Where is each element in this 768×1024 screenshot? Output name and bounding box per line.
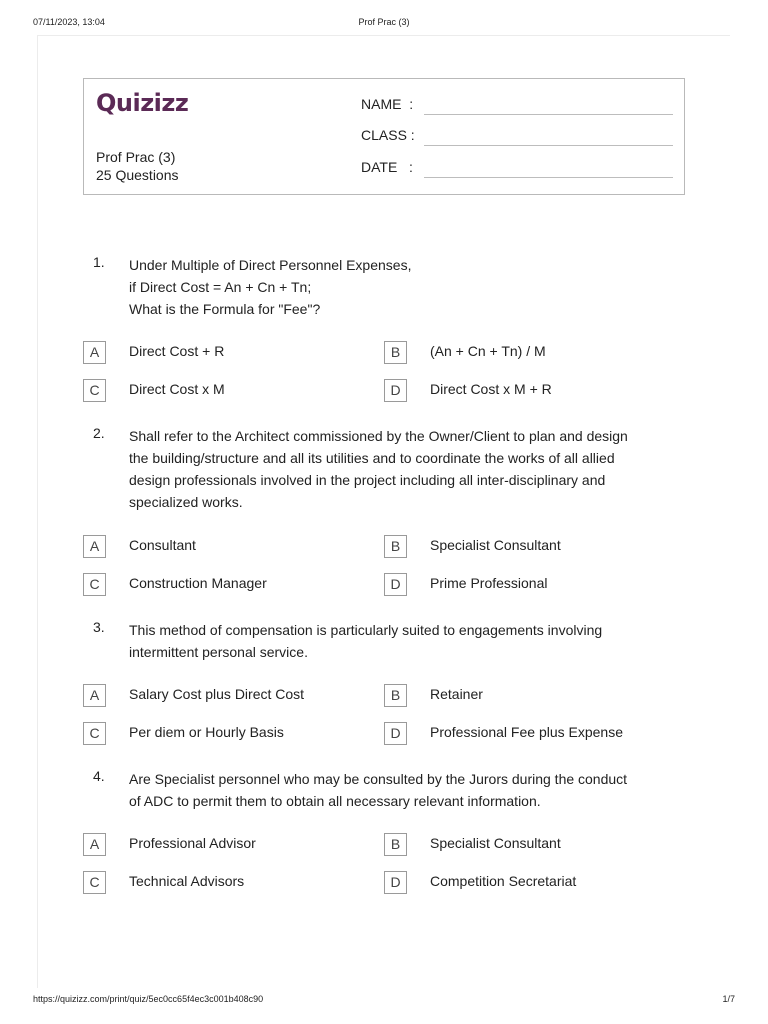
print-header bbox=[33, 17, 735, 29]
question-line: What is the Formula for "Fee"? bbox=[129, 301, 321, 317]
question-2 bbox=[83, 425, 685, 605]
option-c[interactable] bbox=[83, 722, 363, 746]
option-letter-box: B bbox=[384, 535, 407, 558]
class-label: CLASS : bbox=[361, 127, 415, 143]
question-line: Shall refer to the Architect commissioned by the Owner/Client to plan and design bbox=[129, 428, 628, 444]
quiz-title: Prof Prac (3) bbox=[96, 149, 176, 165]
option-a[interactable] bbox=[83, 535, 363, 559]
option-letter-box: C bbox=[83, 871, 106, 894]
option-letter-box: A bbox=[83, 684, 106, 707]
question-number: 3. bbox=[93, 619, 105, 635]
class-field bbox=[361, 127, 673, 147]
option-d[interactable] bbox=[384, 379, 664, 403]
question-4 bbox=[83, 768, 685, 908]
page-border-left bbox=[37, 36, 38, 988]
question-line: specialized works. bbox=[129, 494, 243, 510]
question-number: 2. bbox=[93, 425, 105, 441]
name-label: NAME : bbox=[361, 96, 414, 112]
option-letter-box: B bbox=[384, 341, 407, 364]
question-number: 4. bbox=[93, 768, 105, 784]
print-title: Prof Prac (3) bbox=[358, 17, 410, 27]
question-line: Are Specialist personnel who may be consulted by the Jurors during the conduct bbox=[129, 771, 628, 787]
option-c[interactable] bbox=[83, 379, 363, 403]
question-text bbox=[129, 768, 669, 812]
date-line[interactable] bbox=[424, 177, 673, 178]
option-b[interactable] bbox=[384, 833, 664, 857]
question-number: 1. bbox=[93, 254, 105, 270]
option-text: Professional Fee plus Expense bbox=[430, 724, 623, 740]
question-line: Under Multiple of Direct Personnel Expenses, bbox=[129, 257, 412, 273]
class-line[interactable] bbox=[424, 145, 673, 146]
option-a[interactable] bbox=[83, 341, 363, 365]
option-text: Professional Advisor bbox=[129, 835, 256, 851]
option-letter-box: D bbox=[384, 722, 407, 745]
question-line: the building/structure and all its utilities and to coordinate the works of all allied bbox=[129, 450, 615, 466]
option-b[interactable] bbox=[384, 684, 664, 708]
option-a[interactable] bbox=[83, 833, 363, 857]
option-text: Direct Cost x M + R bbox=[430, 381, 552, 397]
question-text bbox=[129, 619, 669, 663]
question-text bbox=[129, 425, 669, 513]
option-text: Per diem or Hourly Basis bbox=[129, 724, 284, 740]
option-text: Consultant bbox=[129, 537, 196, 553]
print-url[interactable]: https://quizizz.com/print/quiz/5ec0cc65f4ec3c001b408c90 bbox=[33, 994, 264, 1004]
quizizz-logo: Quizizz bbox=[96, 89, 189, 117]
option-letter-box: D bbox=[384, 379, 407, 402]
option-c[interactable] bbox=[83, 573, 363, 597]
name-field bbox=[361, 96, 673, 116]
option-letter-box: C bbox=[83, 722, 106, 745]
option-d[interactable] bbox=[384, 573, 664, 597]
option-letter-box: D bbox=[384, 871, 407, 894]
option-letter-box: C bbox=[83, 379, 106, 402]
page-border-top bbox=[37, 35, 730, 36]
option-letter-box: B bbox=[384, 684, 407, 707]
option-letter-box: A bbox=[83, 535, 106, 558]
question-text bbox=[129, 254, 669, 320]
option-b[interactable] bbox=[384, 341, 664, 365]
question-1 bbox=[83, 254, 685, 414]
option-text: Retainer bbox=[430, 686, 483, 702]
option-letter-box: D bbox=[384, 573, 407, 596]
option-c[interactable] bbox=[83, 871, 363, 895]
option-text: Specialist Consultant bbox=[430, 835, 561, 851]
option-letter-box: A bbox=[83, 341, 106, 364]
option-text: Salary Cost plus Direct Cost bbox=[129, 686, 305, 702]
option-text: Direct Cost + R bbox=[129, 343, 225, 359]
print-footer bbox=[33, 994, 735, 1006]
quiz-header-card bbox=[83, 78, 685, 195]
question-line: design professionals involved in the project including all inter-disciplinary and bbox=[129, 472, 606, 488]
page-number: 1/7 bbox=[722, 994, 735, 1004]
option-d[interactable] bbox=[384, 722, 664, 746]
option-text: (An + Cn + Tn) / M bbox=[430, 343, 546, 359]
question-line: This method of compensation is particularly suited to engagements involving bbox=[129, 622, 603, 638]
option-text: Direct Cost x M bbox=[129, 381, 225, 397]
date-label: DATE : bbox=[361, 159, 413, 175]
option-letter-box: A bbox=[83, 833, 106, 856]
option-b[interactable] bbox=[384, 535, 664, 559]
print-datetime: 07/11/2023, 13:04 bbox=[33, 17, 105, 27]
option-text: Technical Advisors bbox=[129, 873, 245, 889]
question-count: 25 Questions bbox=[96, 167, 179, 183]
option-d[interactable] bbox=[384, 871, 664, 895]
option-letter-box: B bbox=[384, 833, 407, 856]
option-text: Specialist Consultant bbox=[430, 537, 561, 553]
option-text: Competition Secretariat bbox=[430, 873, 577, 889]
option-a[interactable] bbox=[83, 684, 363, 708]
question-line: of ADC to permit them to obtain all necessary relevant information. bbox=[129, 793, 541, 809]
option-text: Construction Manager bbox=[129, 575, 267, 591]
option-text: Prime Professional bbox=[430, 575, 548, 591]
question-line: if Direct Cost = An + Cn + Tn; bbox=[129, 279, 312, 295]
option-letter-box: C bbox=[83, 573, 106, 596]
question-line: intermittent personal service. bbox=[129, 644, 308, 660]
name-line[interactable] bbox=[424, 114, 673, 115]
date-field bbox=[361, 159, 673, 179]
question-3 bbox=[83, 619, 685, 759]
